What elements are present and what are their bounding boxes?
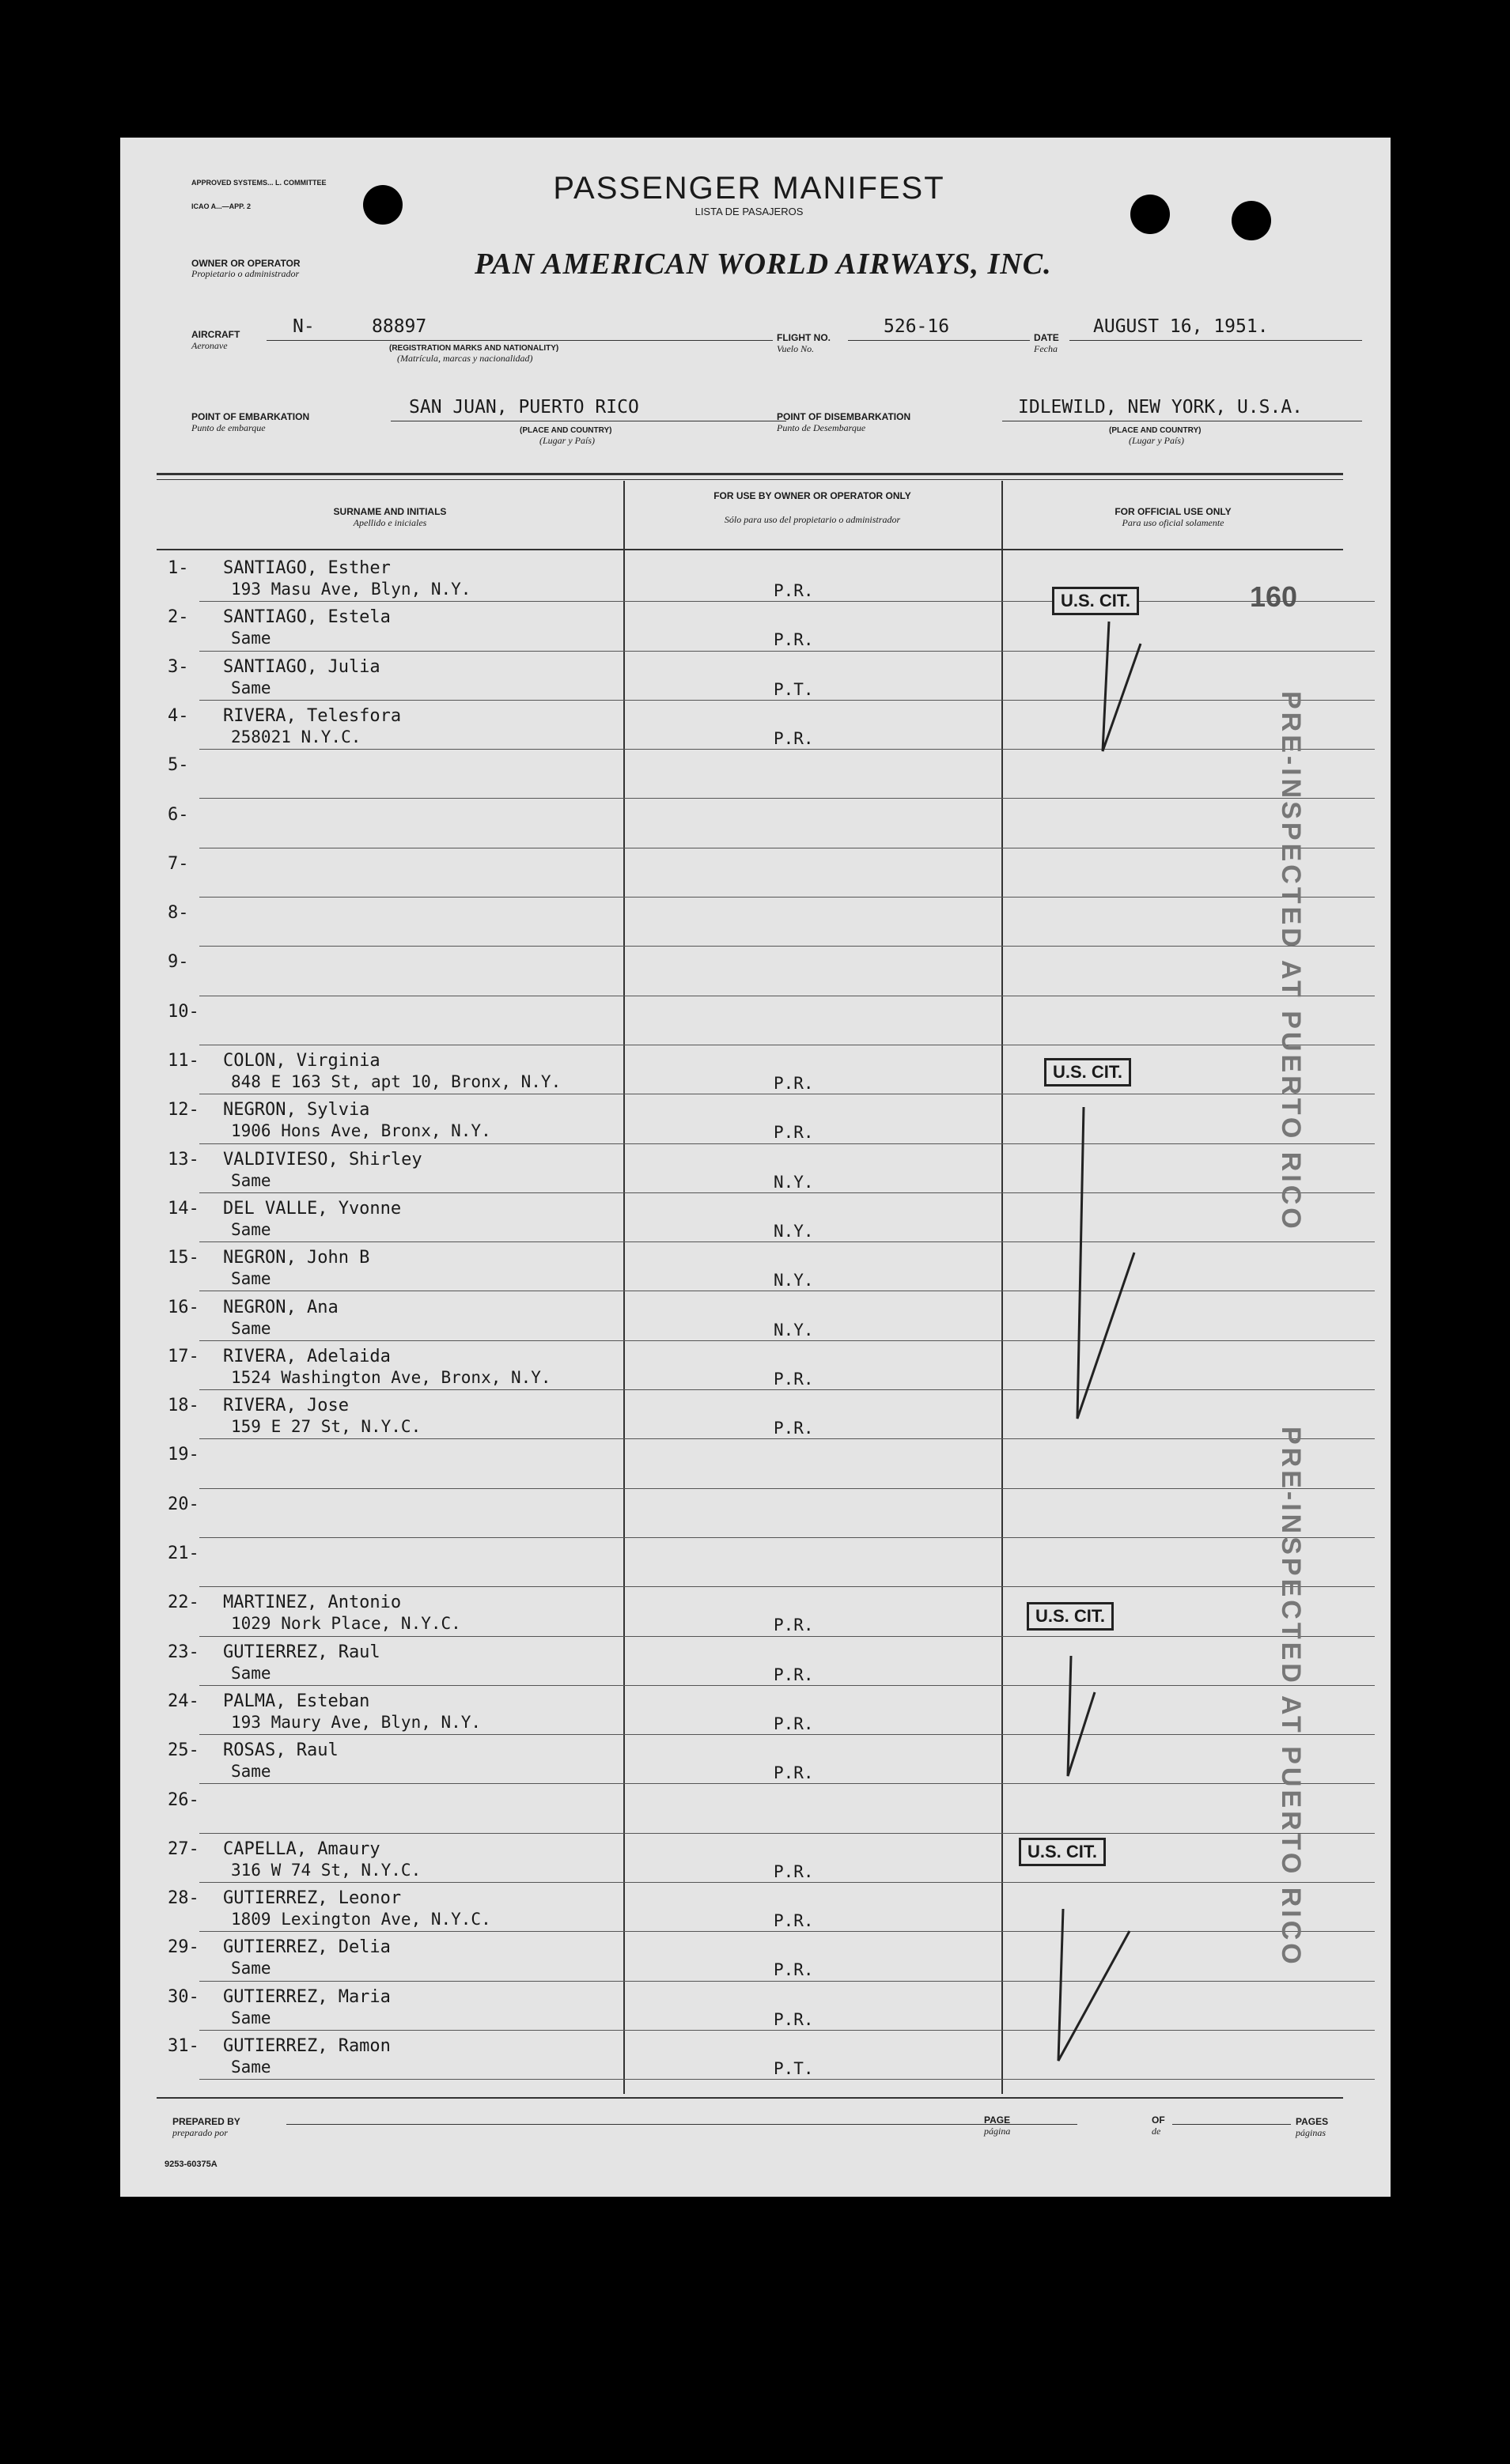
passenger-address: 316 W 74 St, N.Y.C. xyxy=(231,1860,422,1880)
table-row xyxy=(157,849,1343,898)
table-row xyxy=(157,1884,1343,1933)
table-row xyxy=(157,1687,1343,1736)
row-rule xyxy=(199,1981,1375,1982)
row-rule xyxy=(199,1882,1375,1883)
operator-code: N.Y. xyxy=(774,1221,814,1241)
table-row xyxy=(157,1786,1343,1835)
passenger-name: ROSAS, Raul xyxy=(223,1740,339,1761)
flight-label: FLIGHT NO. xyxy=(777,332,831,343)
passenger-name: NEGRON, John B xyxy=(223,1248,370,1268)
reg-note: (REGISTRATION MARKS AND NATIONALITY) xyxy=(389,344,559,353)
passenger-name: NEGRON, Ana xyxy=(223,1297,339,1317)
row-number: 6- xyxy=(168,804,189,825)
row-number: 15- xyxy=(168,1248,199,1268)
row-rule xyxy=(199,1931,1375,1932)
operator-code: P.R. xyxy=(774,1911,814,1931)
passenger-address: Same xyxy=(231,629,271,648)
passenger-name: MARTINEZ, Antonio xyxy=(223,1593,402,1613)
operator-code: P.R. xyxy=(774,1616,814,1635)
page-label: PAGE xyxy=(984,2114,1011,2126)
row-rule xyxy=(199,1783,1375,1784)
passenger-address: 193 Masu Ave, Blyn, N.Y. xyxy=(231,580,471,599)
passenger-address: Same xyxy=(231,1318,271,1338)
passenger-name: CAPELLA, Amaury xyxy=(223,1839,380,1859)
aircraft-reg: 88897 xyxy=(372,316,427,337)
preinspected-stamp: PRE-INSPECTED AT PUERTO RICO xyxy=(1276,1427,1306,1967)
operator-code: N.Y. xyxy=(774,1271,814,1291)
operator-code: P.R. xyxy=(774,728,814,748)
punch-hole xyxy=(363,185,403,225)
owner-label: OWNER OR OPERATOR xyxy=(191,258,301,269)
table-row xyxy=(157,1391,1343,1440)
row-number: 28- xyxy=(168,1888,199,1909)
row-number: 9- xyxy=(168,952,189,973)
passenger-address: Same xyxy=(231,2008,271,2028)
flight-label-es: Vuelo No. xyxy=(777,343,815,354)
passenger-address: Same xyxy=(231,1959,271,1978)
passenger-name: NEGRON, Sylvia xyxy=(223,1100,370,1121)
operator-code: P.R. xyxy=(774,1960,814,1980)
row-number: 14- xyxy=(168,1198,199,1219)
row-rule xyxy=(199,1586,1375,1587)
operator-code: P.R. xyxy=(774,1861,814,1881)
column-header-surname: SURNAME AND INITIALS xyxy=(333,506,447,517)
table-row xyxy=(157,2031,1343,2080)
reg-note-es: (Matrícula, marcas y nacionalidad) xyxy=(397,353,533,364)
passenger-address: 1809 Lexington Ave, N.Y.C. xyxy=(231,1910,491,1929)
punch-hole xyxy=(1232,201,1271,240)
row-number: 30- xyxy=(168,1986,199,2007)
table-row xyxy=(157,1638,1343,1687)
us-citizen-stamp: U.S. CIT. xyxy=(1052,587,1139,615)
row-number: 12- xyxy=(168,1100,199,1121)
row-number: 2- xyxy=(168,607,189,628)
pages-label-es: páginas xyxy=(1296,2127,1326,2138)
table-row xyxy=(157,554,1343,603)
row-number: 24- xyxy=(168,1691,199,1711)
row-number: 8- xyxy=(168,903,189,924)
row-rule xyxy=(199,601,1375,602)
flight-number: 526-16 xyxy=(884,316,950,337)
prepared-by-label-es: preparado por xyxy=(172,2127,228,2138)
operator-code: P.T. xyxy=(774,679,814,699)
passenger-address: Same xyxy=(231,1269,271,1289)
table-row xyxy=(157,997,1343,1046)
place-note: (PLACE AND COUNTRY) xyxy=(520,426,612,435)
table-row xyxy=(157,701,1343,750)
row-rule xyxy=(199,798,1375,799)
row-number: 27- xyxy=(168,1839,199,1859)
page-title: PASSENGER MANIFEST xyxy=(553,171,945,206)
disembark-label-es: Punto de Desembarque xyxy=(777,422,866,433)
form-number: 9253-60375A xyxy=(165,2160,218,2169)
us-citizen-stamp: U.S. CIT. xyxy=(1019,1838,1106,1866)
aircraft-label-es: Aeronave xyxy=(191,340,228,351)
column-header-operator-es: Sólo para uso del propietario o administrador xyxy=(724,514,901,525)
row-number: 10- xyxy=(168,1001,199,1022)
row-number: 26- xyxy=(168,1789,199,1810)
table-row xyxy=(157,1293,1343,1342)
passenger-name: GUTIERREZ, Raul xyxy=(223,1642,380,1662)
row-rule xyxy=(199,1537,1375,1538)
operator-code: P.R. xyxy=(774,630,814,650)
operator-code: P.R. xyxy=(774,1074,814,1093)
row-number: 31- xyxy=(168,2036,199,2056)
table-row xyxy=(157,1982,1343,2031)
row-rule xyxy=(199,1636,1375,1637)
table-row xyxy=(157,1046,1343,1095)
table-row xyxy=(157,1145,1343,1194)
passenger-address: Same xyxy=(231,2058,271,2077)
row-number: 23- xyxy=(168,1642,199,1662)
table-row xyxy=(157,1194,1343,1243)
place-note-2: (PLACE AND COUNTRY) xyxy=(1109,426,1202,435)
place-note-es-2: (Lugar y País) xyxy=(1129,435,1184,446)
passenger-name: COLON, Virginia xyxy=(223,1051,380,1071)
page-label-es: página xyxy=(984,2126,1011,2137)
table-row xyxy=(157,603,1343,652)
operator-code: P.R. xyxy=(774,1123,814,1143)
row-number: 1- xyxy=(168,558,189,578)
operator-code: P.R. xyxy=(774,2009,814,2029)
passenger-name: SANTIAGO, Estela xyxy=(223,607,391,628)
row-rule xyxy=(199,1340,1375,1341)
row-rule xyxy=(199,897,1375,898)
us-citizen-stamp: U.S. CIT. xyxy=(1044,1058,1131,1087)
passenger-name: RIVERA, Adelaida xyxy=(223,1346,391,1366)
passenger-address: 193 Maury Ave, Blyn, N.Y. xyxy=(231,1712,482,1732)
operator-code: P.R. xyxy=(774,1419,814,1438)
row-number: 25- xyxy=(168,1740,199,1761)
row-rule xyxy=(199,700,1375,701)
passenger-address: Same xyxy=(231,1219,271,1239)
passenger-name: SANTIAGO, Esther xyxy=(223,558,391,578)
approved-note: APPROVED SYSTEMS... L. COMMITTEE xyxy=(191,179,327,187)
row-number: 5- xyxy=(168,755,189,776)
row-rule xyxy=(199,1438,1375,1439)
row-number: 21- xyxy=(168,1544,199,1563)
row-rule xyxy=(199,946,1375,947)
disembarkation-point: IDLEWILD, NEW YORK, U.S.A. xyxy=(1018,397,1304,418)
table-row xyxy=(157,1243,1343,1292)
owner-label-es: Propietario o administrador xyxy=(191,268,300,279)
table-row xyxy=(157,1095,1343,1144)
operator-code: P.R. xyxy=(774,1665,814,1684)
row-rule xyxy=(199,1241,1375,1242)
row-number: 29- xyxy=(168,1937,199,1958)
table-row xyxy=(157,1588,1343,1637)
passenger-address: Same xyxy=(231,1170,271,1190)
row-number: 13- xyxy=(168,1149,199,1170)
table-top-rule xyxy=(157,473,1343,475)
table-row xyxy=(157,652,1343,701)
table-row xyxy=(157,1342,1343,1391)
manifest-page xyxy=(120,138,1391,2197)
row-rule xyxy=(199,1192,1375,1193)
row-number: 3- xyxy=(168,656,189,677)
column-header-official-es: Para uso oficial solamente xyxy=(1122,517,1224,528)
passenger-name: PALMA, Esteban xyxy=(223,1691,370,1711)
table-row xyxy=(157,1736,1343,1785)
column-header-surname-es: Apellido e iniciales xyxy=(353,517,427,528)
table-row xyxy=(157,947,1343,996)
passenger-address: 1524 Washington Ave, Bronx, N.Y. xyxy=(231,1367,551,1387)
date-label: DATE xyxy=(1034,332,1059,343)
passenger-name: DEL VALLE, Yvonne xyxy=(223,1198,402,1219)
passenger-name: RIVERA, Telesfora xyxy=(223,705,402,726)
passenger-address: Same xyxy=(231,1663,271,1683)
table-row xyxy=(157,1539,1343,1588)
row-number: 16- xyxy=(168,1297,199,1317)
table-row xyxy=(157,898,1343,947)
punch-hole xyxy=(1130,195,1170,234)
operator-code: N.Y. xyxy=(774,1172,814,1192)
embark-label: POINT OF EMBARKATION xyxy=(191,411,310,422)
row-number: 11- xyxy=(168,1051,199,1071)
prepared-by-label: PREPARED BY xyxy=(172,2116,240,2127)
passenger-address: 1029 Nork Place, N.Y.C. xyxy=(231,1614,461,1634)
date-label-es: Fecha xyxy=(1034,343,1058,354)
place-note-es: (Lugar y País) xyxy=(539,435,595,446)
operator-code: N.Y. xyxy=(774,1320,814,1340)
passenger-address: Same xyxy=(231,1762,271,1782)
table-row xyxy=(157,1933,1343,1982)
row-number: 22- xyxy=(168,1593,199,1613)
row-number: 7- xyxy=(168,853,189,874)
row-number: 19- xyxy=(168,1445,199,1465)
passenger-name: GUTIERREZ, Ramon xyxy=(223,2036,391,2056)
of-label: OF xyxy=(1152,2114,1165,2126)
row-rule xyxy=(199,1833,1375,1834)
us-citizen-stamp: U.S. CIT. xyxy=(1027,1602,1114,1631)
row-rule xyxy=(199,2030,1375,2031)
flight-date: AUGUST 16, 1951. xyxy=(1093,316,1269,337)
embarkation-point: SAN JUAN, PUERTO RICO xyxy=(409,397,639,418)
passenger-address: 848 E 163 St, apt 10, Bronx, N.Y. xyxy=(231,1072,562,1091)
row-number: 4- xyxy=(168,705,189,726)
passenger-address: 159 E 27 St, N.Y.C. xyxy=(231,1417,422,1437)
row-rule xyxy=(199,651,1375,652)
icao-note: ICAO A...—APP. 2 xyxy=(191,202,252,210)
preinspected-stamp: PRE-INSPECTED AT PUERTO RICO xyxy=(1276,691,1306,1232)
table-row xyxy=(157,1835,1343,1884)
passenger-address: 1906 Hons Ave, Bronx, N.Y. xyxy=(231,1121,491,1141)
embark-label-es: Punto de embarque xyxy=(191,422,266,433)
row-rule xyxy=(199,1685,1375,1686)
passenger-name: GUTIERREZ, Delia xyxy=(223,1937,391,1958)
operator-name: PAN AMERICAN WORLD AIRWAYS, INC. xyxy=(475,248,1052,281)
operator-code: P.R. xyxy=(774,581,814,600)
table-row xyxy=(157,800,1343,849)
row-rule xyxy=(199,1734,1375,1735)
pages-label: PAGES xyxy=(1296,2116,1329,2127)
row-rule xyxy=(199,1143,1375,1144)
operator-code: P.R. xyxy=(774,1714,814,1733)
page-count-stamp: 160 xyxy=(1250,580,1298,613)
row-rule xyxy=(199,1488,1375,1489)
row-rule xyxy=(199,749,1375,750)
column-header-operator: FOR USE BY OWNER OR OPERATOR ONLY xyxy=(713,490,911,501)
page-subtitle: LISTA DE PASAJEROS xyxy=(694,206,804,217)
passenger-address: 258021 N.Y.C. xyxy=(231,727,361,746)
table-row xyxy=(157,1440,1343,1489)
aircraft-label: AIRCRAFT xyxy=(191,329,240,340)
passenger-name: GUTIERREZ, Leonor xyxy=(223,1888,402,1909)
table-row xyxy=(157,1490,1343,1539)
passenger-name: GUTIERREZ, Maria xyxy=(223,1986,391,2007)
table-row xyxy=(157,750,1343,799)
column-header-official: FOR OFFICIAL USE ONLY xyxy=(1115,506,1232,517)
row-number: 18- xyxy=(168,1396,199,1416)
row-number: 17- xyxy=(168,1346,199,1366)
passenger-address: Same xyxy=(231,678,271,697)
row-rule xyxy=(199,1389,1375,1390)
passenger-name: SANTIAGO, Julia xyxy=(223,656,380,677)
of-label-es: de xyxy=(1152,2126,1161,2137)
passenger-name: VALDIVIESO, Shirley xyxy=(223,1149,422,1170)
row-number: 20- xyxy=(168,1494,199,1514)
row-rule xyxy=(199,2079,1375,2080)
operator-code: P.R. xyxy=(774,1763,814,1783)
passenger-name: RIVERA, Jose xyxy=(223,1396,349,1416)
operator-code: P.R. xyxy=(774,1369,814,1389)
operator-code: P.T. xyxy=(774,2059,814,2078)
aircraft-prefix: N- xyxy=(293,316,315,337)
disembark-label: POINT OF DISEMBARKATION xyxy=(777,411,911,422)
